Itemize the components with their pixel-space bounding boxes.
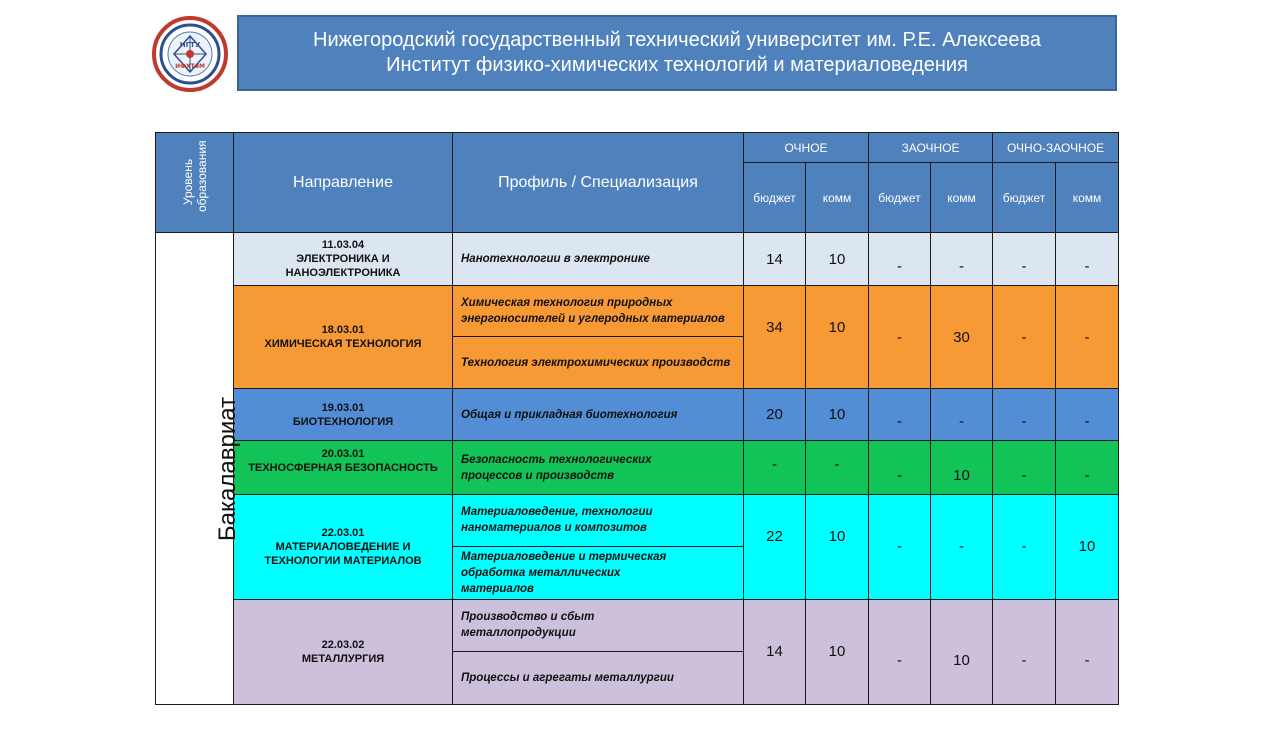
direction-name: ХИМИЧЕСКАЯ ТЕХНОЛОГИЯ (264, 338, 422, 351)
direction-code: 19.03.01 (321, 401, 365, 414)
logo-text-top: НГТУ (179, 41, 201, 49)
value-cell: - (931, 389, 993, 441)
header-part-time: ЗАОЧНОЕ (869, 133, 993, 163)
profile-cell: Технология электрохимических производств (453, 337, 744, 389)
value-cell: - (993, 389, 1056, 441)
direction-cell (234, 233, 453, 286)
direction-code: 22.03.02 (321, 638, 365, 651)
profile-cell: Нанотехнологии в электронике (453, 233, 744, 286)
value-cell: - (993, 286, 1056, 389)
header-direction: Направление (234, 133, 453, 233)
direction-cell (234, 599, 453, 704)
value-cell: - (869, 286, 931, 389)
header-full-time: ОЧНОЕ (744, 133, 869, 163)
admission-table (155, 132, 1119, 705)
direction-name: МАТЕРИАЛОВЕДЕНИЕ И ТЕХНОЛОГИИ МАТЕРИАЛОВ (264, 540, 422, 567)
value-cell: - (931, 233, 993, 286)
value-cell: - (1056, 233, 1119, 286)
profile-cell: Материаловедение, технологии наноматериалов и композитов (453, 494, 744, 546)
header-comm: комм (806, 163, 869, 233)
value-cell: 22 (744, 494, 806, 599)
value-cell: - (869, 494, 931, 599)
direction-name: МЕТАЛЛУРГИЯ (301, 652, 385, 665)
table-row (156, 494, 1119, 546)
header-budget: бюджет (744, 163, 806, 233)
level-label: Бакалавриат (214, 396, 242, 541)
direction-code: 18.03.01 (321, 324, 365, 337)
title-university: Нижегородский государственный технический университет им. Р.Е. Алексеева (313, 29, 1041, 51)
direction-code: 20.03.01 (321, 448, 365, 461)
value-cell: - (993, 441, 1056, 494)
value-cell: 14 (744, 599, 806, 704)
value-cell: 10 (1056, 494, 1119, 599)
table-row (156, 389, 1119, 441)
logo-text-bottom: ИФХТиМ (175, 63, 205, 70)
table-row (156, 599, 1119, 651)
direction-code: 22.03.01 (321, 526, 365, 539)
profile-cell: Материаловедение и термическая обработка металлических материалов (453, 546, 744, 599)
direction-cell (234, 286, 453, 389)
direction-cell (234, 441, 453, 494)
value-cell: - (869, 599, 931, 704)
direction-cell (234, 494, 453, 599)
table-row (156, 233, 1119, 286)
value-cell: 30 (931, 286, 993, 389)
direction-name: ТЕХНОСФЕРНАЯ БЕЗОПАСНОСТЬ (248, 462, 438, 475)
header-level-label: Уровень образования (180, 140, 209, 212)
value-cell: 10 (806, 599, 869, 704)
value-cell: - (1056, 441, 1119, 494)
university-logo (152, 16, 228, 92)
header-profile: Профиль / Специализация (453, 133, 744, 233)
title-institute: Институт физико-химических технологий и материаловедения (386, 54, 968, 76)
direction-name: БИОТЕХНОЛОГИЯ (292, 415, 394, 428)
header-comm: комм (1056, 163, 1119, 233)
table-row (156, 286, 1119, 337)
header-budget: бюджет (993, 163, 1056, 233)
title-banner (237, 15, 1117, 91)
profile-cell: Химическая технология природных энергоносителей и углеродных материалов (453, 286, 744, 337)
header-mixed: ОЧНО-ЗАОЧНОЕ (993, 133, 1119, 163)
value-cell: 10 (806, 494, 869, 599)
profile-cell: Процессы и агрегаты металлургии (453, 651, 744, 704)
value-cell: 10 (931, 441, 993, 494)
value-cell: - (869, 441, 931, 494)
header-comm: комм (931, 163, 993, 233)
value-cell: - (1056, 286, 1119, 389)
direction-cell (234, 389, 453, 441)
level-cell (156, 233, 242, 705)
value-cell: 10 (931, 599, 993, 704)
value-cell: - (993, 599, 1056, 704)
value-cell: - (806, 441, 869, 494)
value-cell: 20 (744, 389, 806, 441)
direction-code: 11.03.04 (321, 239, 365, 252)
value-cell: - (993, 494, 1056, 599)
value-cell: - (869, 233, 931, 286)
profile-cell: Общая и прикладная биотехнология (453, 389, 744, 441)
value-cell: - (931, 494, 993, 599)
value-cell: 10 (806, 233, 869, 286)
table-row (156, 441, 1119, 494)
value-cell: - (1056, 389, 1119, 441)
value-cell: 14 (744, 233, 806, 286)
profile-cell: Производство и сбыт металлопродукции (453, 599, 744, 651)
value-cell: - (1056, 599, 1119, 704)
value-cell: 34 (744, 286, 806, 389)
profile-cell: Безопасность технологических процессов и производств (453, 441, 744, 494)
header-budget: бюджет (869, 163, 931, 233)
value-cell: - (993, 233, 1056, 286)
value-cell: - (744, 441, 806, 494)
header-level (156, 133, 234, 233)
value-cell: 10 (806, 286, 869, 389)
value-cell: 10 (806, 389, 869, 441)
direction-name: ЭЛЕКТРОНИКА И НАНОЭЛЕКТРОНИКА (285, 253, 401, 280)
value-cell: - (869, 389, 931, 441)
